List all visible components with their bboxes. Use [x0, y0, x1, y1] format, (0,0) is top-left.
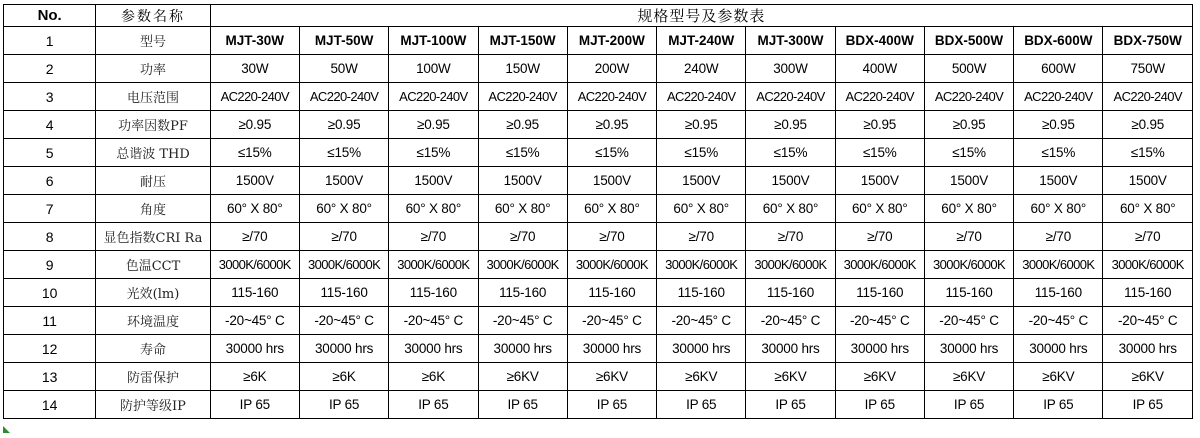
value-cell: 3000K/6000K	[657, 251, 746, 279]
value-cell: AC220-240V	[835, 83, 924, 111]
table-row	[4, 111, 1193, 139]
value-cell: 3000K/6000K	[567, 251, 656, 279]
value-cell: ≥6KV	[746, 363, 835, 391]
value-cell: 60° X 80°	[299, 195, 388, 223]
header-spec-title: 规格型号及参数表	[210, 5, 1192, 27]
value-cell: ≥6K	[389, 363, 478, 391]
row-number: 8	[4, 223, 96, 251]
value-cell: 115-160	[389, 279, 478, 307]
value-cell: 3000K/6000K	[210, 251, 299, 279]
spec-table-body	[4, 5, 1193, 419]
value-cell: ≥/70	[746, 223, 835, 251]
value-cell: 60° X 80°	[657, 195, 746, 223]
cell-corner-mark	[3, 426, 10, 433]
row-number: 2	[4, 55, 96, 83]
value-cell: ≥0.95	[1014, 111, 1103, 139]
value-cell: 30000 hrs	[299, 335, 388, 363]
value-cell: ≥6KV	[567, 363, 656, 391]
model-cell: MJT-30W	[210, 27, 299, 55]
value-cell: AC220-240V	[1014, 83, 1103, 111]
spec-table	[3, 4, 1193, 419]
value-cell: ≥/70	[567, 223, 656, 251]
value-cell: AC220-240V	[389, 83, 478, 111]
value-cell: 1500V	[746, 167, 835, 195]
value-cell: 300W	[746, 55, 835, 83]
value-cell: 50W	[299, 55, 388, 83]
value-cell: ≥6K	[299, 363, 388, 391]
value-cell: 60° X 80°	[210, 195, 299, 223]
param-name-cell: 寿命	[96, 335, 210, 363]
value-cell: 30000 hrs	[567, 335, 656, 363]
value-cell: 60° X 80°	[389, 195, 478, 223]
param-name-cell: 电压范围	[96, 83, 210, 111]
model-cell: MJT-50W	[299, 27, 388, 55]
value-cell: ≥/70	[835, 223, 924, 251]
value-cell: ≥6KV	[1103, 363, 1193, 391]
model-cell: BDX-600W	[1014, 27, 1103, 55]
value-cell: 750W	[1103, 55, 1193, 83]
value-cell: ≥6KV	[1014, 363, 1103, 391]
table-row	[4, 335, 1193, 363]
value-cell: AC220-240V	[924, 83, 1013, 111]
value-cell: IP 65	[389, 391, 478, 419]
value-cell: ≥6K	[210, 363, 299, 391]
value-cell: 60° X 80°	[924, 195, 1013, 223]
value-cell: -20~45° C	[1103, 307, 1193, 335]
param-name-cell: 角度	[96, 195, 210, 223]
row-number: 5	[4, 139, 96, 167]
value-cell: ≥0.95	[924, 111, 1013, 139]
value-cell: -20~45° C	[1014, 307, 1103, 335]
value-cell: IP 65	[299, 391, 388, 419]
value-cell: 1500V	[299, 167, 388, 195]
table-row	[4, 391, 1193, 419]
value-cell: ≥/70	[657, 223, 746, 251]
value-cell: ≥0.95	[389, 111, 478, 139]
table-row	[4, 167, 1193, 195]
value-cell: 1500V	[835, 167, 924, 195]
param-name-cell: 环境温度	[96, 307, 210, 335]
header-row	[4, 5, 1193, 27]
value-cell: -20~45° C	[478, 307, 567, 335]
value-cell: ≥/70	[210, 223, 299, 251]
value-cell: 3000K/6000K	[389, 251, 478, 279]
value-cell: -20~45° C	[835, 307, 924, 335]
table-row	[4, 363, 1193, 391]
model-cell: MJT-300W	[746, 27, 835, 55]
table-row	[4, 139, 1193, 167]
value-cell: 115-160	[567, 279, 656, 307]
value-cell: 30000 hrs	[210, 335, 299, 363]
value-cell: ≤15%	[299, 139, 388, 167]
value-cell: ≤15%	[210, 139, 299, 167]
table-row	[4, 279, 1193, 307]
header-param-name: 参数名称	[96, 5, 210, 27]
value-cell: 115-160	[1103, 279, 1193, 307]
value-cell: 3000K/6000K	[835, 251, 924, 279]
value-cell: ≥6KV	[478, 363, 567, 391]
param-name-cell: 防护等级IP	[96, 391, 210, 419]
value-cell: 60° X 80°	[835, 195, 924, 223]
value-cell: AC220-240V	[210, 83, 299, 111]
value-cell: AC220-240V	[567, 83, 656, 111]
value-cell: AC220-240V	[299, 83, 388, 111]
value-cell: IP 65	[657, 391, 746, 419]
value-cell: ≥0.95	[567, 111, 656, 139]
table-row	[4, 307, 1193, 335]
value-cell: 115-160	[835, 279, 924, 307]
value-cell: ≤15%	[657, 139, 746, 167]
param-name-cell: 耐压	[96, 167, 210, 195]
value-cell: 115-160	[657, 279, 746, 307]
row-number: 10	[4, 279, 96, 307]
value-cell: 30000 hrs	[1014, 335, 1103, 363]
model-cell: BDX-400W	[835, 27, 924, 55]
param-name-cell: 防雷保护	[96, 363, 210, 391]
value-cell: ≤15%	[924, 139, 1013, 167]
value-cell: 30000 hrs	[389, 335, 478, 363]
value-cell: IP 65	[478, 391, 567, 419]
value-cell: 1500V	[1014, 167, 1103, 195]
row-number: 4	[4, 111, 96, 139]
value-cell: ≥0.95	[478, 111, 567, 139]
table-row	[4, 251, 1193, 279]
value-cell: 115-160	[746, 279, 835, 307]
model-cell: MJT-100W	[389, 27, 478, 55]
value-cell: -20~45° C	[389, 307, 478, 335]
value-cell: ≤15%	[835, 139, 924, 167]
model-cell: MJT-200W	[567, 27, 656, 55]
value-cell: AC220-240V	[478, 83, 567, 111]
table-row	[4, 223, 1193, 251]
param-name-cell: 色温CCT	[96, 251, 210, 279]
value-cell: ≥/70	[389, 223, 478, 251]
row-number: 1	[4, 27, 96, 55]
model-cell: MJT-240W	[657, 27, 746, 55]
value-cell: ≥6KV	[924, 363, 1013, 391]
value-cell: IP 65	[835, 391, 924, 419]
value-cell: ≥/70	[299, 223, 388, 251]
value-cell: ≤15%	[567, 139, 656, 167]
value-cell: 30000 hrs	[835, 335, 924, 363]
value-cell: ≤15%	[746, 139, 835, 167]
param-name-cell: 总谐波 THD	[96, 139, 210, 167]
value-cell: ≥6KV	[835, 363, 924, 391]
row-number: 6	[4, 167, 96, 195]
row-number: 11	[4, 307, 96, 335]
model-cell: BDX-750W	[1103, 27, 1193, 55]
value-cell: 30000 hrs	[1103, 335, 1193, 363]
param-name-cell: 功率	[96, 55, 210, 83]
value-cell: 200W	[567, 55, 656, 83]
value-cell: 30000 hrs	[478, 335, 567, 363]
value-cell: ≥/70	[1014, 223, 1103, 251]
value-cell: ≥0.95	[210, 111, 299, 139]
table-row	[4, 55, 1193, 83]
value-cell: 60° X 80°	[478, 195, 567, 223]
value-cell: 1500V	[478, 167, 567, 195]
value-cell: ≤15%	[1103, 139, 1193, 167]
value-cell: 150W	[478, 55, 567, 83]
param-name-cell: 光效(lm)	[96, 279, 210, 307]
value-cell: IP 65	[1103, 391, 1193, 419]
value-cell: 3000K/6000K	[478, 251, 567, 279]
value-cell: ≥0.95	[657, 111, 746, 139]
value-cell: -20~45° C	[299, 307, 388, 335]
table-row	[4, 195, 1193, 223]
model-cell: BDX-500W	[924, 27, 1013, 55]
value-cell: -20~45° C	[210, 307, 299, 335]
table-row	[4, 83, 1193, 111]
value-cell: ≥0.95	[1103, 111, 1193, 139]
value-cell: -20~45° C	[924, 307, 1013, 335]
value-cell: IP 65	[1014, 391, 1103, 419]
value-cell: -20~45° C	[657, 307, 746, 335]
value-cell: 60° X 80°	[1103, 195, 1193, 223]
table-row	[4, 27, 1193, 55]
value-cell: ≥6KV	[657, 363, 746, 391]
param-name-cell: 型号	[96, 27, 210, 55]
value-cell: 3000K/6000K	[1014, 251, 1103, 279]
value-cell: 1500V	[924, 167, 1013, 195]
value-cell: 60° X 80°	[567, 195, 656, 223]
value-cell: ≤15%	[1014, 139, 1103, 167]
value-cell: 30000 hrs	[746, 335, 835, 363]
value-cell: 400W	[835, 55, 924, 83]
value-cell: 3000K/6000K	[746, 251, 835, 279]
value-cell: ≤15%	[478, 139, 567, 167]
param-name-cell: 显色指数CRI Ra	[96, 223, 210, 251]
value-cell: ≥0.95	[746, 111, 835, 139]
value-cell: 3000K/6000K	[1103, 251, 1193, 279]
value-cell: 1500V	[567, 167, 656, 195]
value-cell: ≥0.95	[299, 111, 388, 139]
row-number: 9	[4, 251, 96, 279]
value-cell: 115-160	[478, 279, 567, 307]
value-cell: 3000K/6000K	[924, 251, 1013, 279]
row-number: 14	[4, 391, 96, 419]
model-cell: MJT-150W	[478, 27, 567, 55]
row-number: 3	[4, 83, 96, 111]
value-cell: 1500V	[1103, 167, 1193, 195]
value-cell: ≥/70	[478, 223, 567, 251]
value-cell: 1500V	[210, 167, 299, 195]
row-number: 13	[4, 363, 96, 391]
value-cell: -20~45° C	[567, 307, 656, 335]
value-cell: IP 65	[567, 391, 656, 419]
value-cell: -20~45° C	[746, 307, 835, 335]
value-cell: IP 65	[746, 391, 835, 419]
value-cell: 115-160	[210, 279, 299, 307]
value-cell: 60° X 80°	[1014, 195, 1103, 223]
value-cell: 30000 hrs	[657, 335, 746, 363]
value-cell: 600W	[1014, 55, 1103, 83]
value-cell: AC220-240V	[746, 83, 835, 111]
value-cell: 3000K/6000K	[299, 251, 388, 279]
value-cell: 240W	[657, 55, 746, 83]
value-cell: ≥0.95	[835, 111, 924, 139]
header-no: No.	[4, 5, 96, 27]
value-cell: ≥/70	[924, 223, 1013, 251]
value-cell: 30W	[210, 55, 299, 83]
value-cell: 100W	[389, 55, 478, 83]
value-cell: 30000 hrs	[924, 335, 1013, 363]
param-name-cell: 功率因数PF	[96, 111, 210, 139]
value-cell: 1500V	[389, 167, 478, 195]
value-cell: 1500V	[657, 167, 746, 195]
value-cell: 115-160	[1014, 279, 1103, 307]
value-cell: 500W	[924, 55, 1013, 83]
value-cell: AC220-240V	[657, 83, 746, 111]
value-cell: ≥/70	[1103, 223, 1193, 251]
value-cell: IP 65	[210, 391, 299, 419]
value-cell: 115-160	[924, 279, 1013, 307]
value-cell: 115-160	[299, 279, 388, 307]
value-cell: IP 65	[924, 391, 1013, 419]
value-cell: 60° X 80°	[746, 195, 835, 223]
value-cell: ≤15%	[389, 139, 478, 167]
row-number: 12	[4, 335, 96, 363]
row-number: 7	[4, 195, 96, 223]
value-cell: AC220-240V	[1103, 83, 1193, 111]
